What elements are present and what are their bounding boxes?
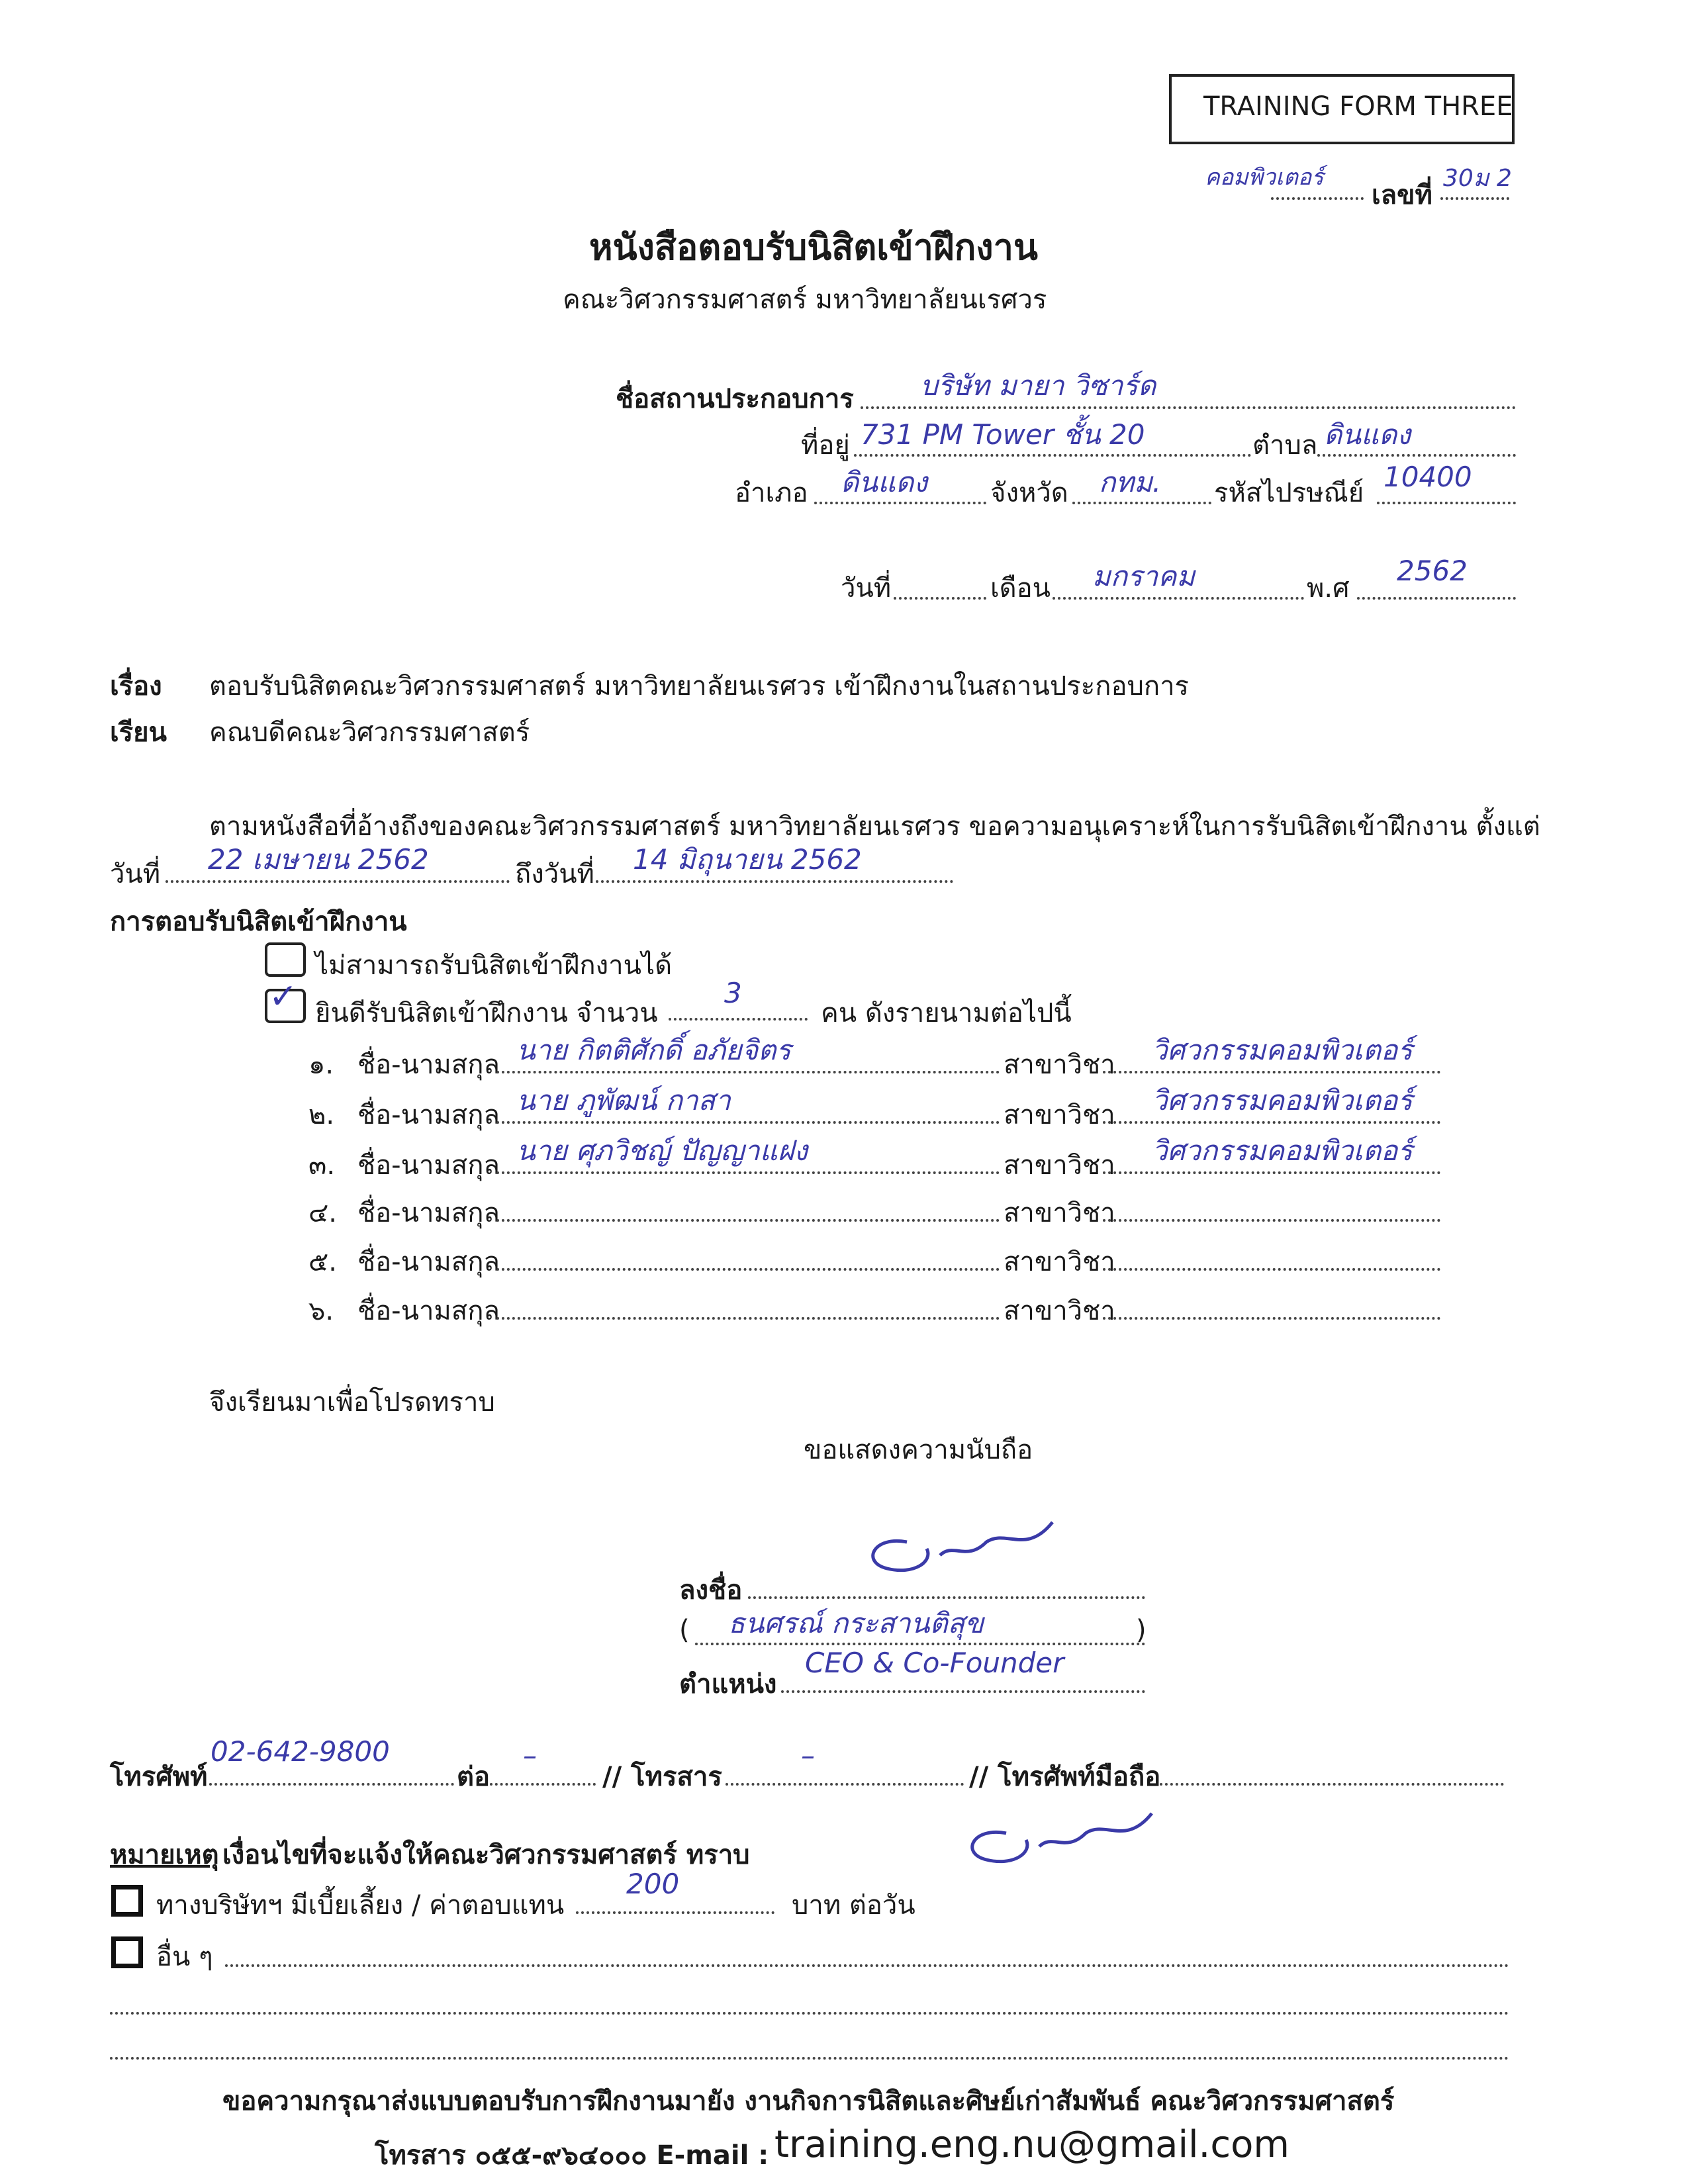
date-month-label: เดือน xyxy=(990,573,1051,604)
position-value: CEO & Co-Founder xyxy=(805,1647,1064,1679)
note-allowance-label: ทางบริษัทฯ มีเบี้ยเลี้ยง / ค่าตอบแทน xyxy=(156,1890,565,1921)
page-subtitle: คณะวิศวกรรมศาสตร์ มหาวิทยาลัยนเรศวร xyxy=(563,285,1047,315)
position-line xyxy=(781,1690,1145,1693)
reject-checkbox[interactable] xyxy=(265,942,306,977)
form-code: TRAINING FORM THREE xyxy=(1203,91,1513,122)
postal-value: 10400 xyxy=(1383,461,1472,493)
student-major-value: วิศวกรรมคอมพิวเตอร์ xyxy=(1152,1034,1413,1066)
footer-fax-label: โทรสาร ๐๕๕-๙๖๔๐๐๐ E-mail : xyxy=(375,2140,769,2171)
footer-email[interactable]: training.eng.nu@gmail.com xyxy=(774,2123,1289,2166)
note-other-line-3 xyxy=(110,2057,1509,2060)
period-to-label: ถึงวันที่ xyxy=(515,859,594,889)
period-to-line xyxy=(596,880,953,883)
student-name-line xyxy=(496,1171,1000,1174)
student-major-value: วิศวกรรมคอมพิวเตอร์ xyxy=(1152,1134,1413,1167)
fax-label: // โทรสาร xyxy=(602,1762,722,1792)
student-major-label: สาขาวิชา xyxy=(1004,1247,1115,1277)
subject-label: เรื่อง xyxy=(110,671,162,702)
student-major-label: สาขาวิชา xyxy=(1004,1198,1115,1228)
province-label: จังหวัด xyxy=(990,478,1068,508)
period-from-value: 22 เมษายน 2562 xyxy=(208,843,429,876)
district-label: อำเภอ xyxy=(735,478,808,508)
period-from-label: วันที่ xyxy=(110,859,161,889)
page-title: หนังสือตอบรับนิสิตเข้าฝึกงาน xyxy=(589,226,1038,268)
ref-dept-line xyxy=(1271,197,1364,200)
student-name-label: ชื่อ-นามสกุล xyxy=(357,1296,500,1326)
postal-line xyxy=(1377,502,1516,504)
date-month-value: มกราคม xyxy=(1092,560,1196,592)
student-num: ๕. xyxy=(308,1247,337,1277)
form-code-box xyxy=(1169,74,1515,144)
student-num: ๓. xyxy=(308,1150,336,1181)
footer-line: ขอความกรุณาส่งแบบตอบรับการฝึกงานมายัง งานกิจการนิสิตและศิษย์เก่าสัมพันธ์ คณะวิศวกรรมศาสตร์ xyxy=(222,2086,1395,2116)
note-other-line-1 xyxy=(225,1964,1509,1967)
signature-name-line xyxy=(695,1643,1145,1645)
student-name-line xyxy=(496,1121,1000,1124)
province-value: กทม. xyxy=(1099,466,1162,498)
ext-value: – xyxy=(523,1739,537,1772)
note-heading: หมายเหตุ xyxy=(110,1840,219,1870)
phone-label: โทรศัพท์ xyxy=(110,1762,208,1792)
address-line xyxy=(854,454,1251,457)
address-value: 731 PM Tower ชั้น 20 xyxy=(861,418,1145,451)
student-name-line xyxy=(496,1268,1000,1271)
to-label: เรียน xyxy=(110,717,167,748)
signature-open-paren: ( xyxy=(679,1615,690,1645)
closing-inform: จึงเรียนมาเพื่อโปรดทราบ xyxy=(209,1387,495,1418)
subdistrict-line xyxy=(1317,454,1516,457)
district-value: ดินแดง xyxy=(841,466,927,498)
student-name-value: นาย ศุภวิชญ์ ปัญญาแฝง xyxy=(516,1134,808,1167)
date-day-line xyxy=(894,597,986,600)
district-line xyxy=(814,502,986,504)
student-name-line xyxy=(496,1071,1000,1073)
signature-label: ลงชื่อ xyxy=(679,1575,743,1606)
company-name-line xyxy=(861,406,1516,409)
subject-text: ตอบรับนิสิตคณะวิศวกรรมศาสตร์ มหาวิทยาลัยนเรศวร เข้าฝึกงานในสถานประกอบการ xyxy=(209,671,1190,702)
note-allowance-suffix: บาท ต่อวัน xyxy=(792,1890,915,1921)
period-from-line xyxy=(165,880,510,883)
postal-label: รหัสไปรษณีย์ xyxy=(1214,478,1364,508)
student-major-line xyxy=(1103,1171,1440,1174)
accept-count-suffix: คน ดังรายนามต่อไปนี้ xyxy=(821,998,1072,1028)
signature-printed-name: ธนศรณ์ กระสานติสุข xyxy=(728,1607,984,1639)
mobile-label: // โทรศัพท์มือถือ xyxy=(969,1762,1161,1792)
student-name-label: ชื่อ-นามสกุล xyxy=(357,1150,500,1181)
student-major-line xyxy=(1103,1317,1440,1320)
phone-line xyxy=(209,1783,454,1786)
acceptance-heading: การตอบรับนิสิตเข้าฝึกงาน xyxy=(110,907,407,937)
subdistrict-label: ตำบล xyxy=(1252,430,1318,461)
accept-option-label: ยินดีรับนิสิตเข้าฝึกงาน จำนวน xyxy=(315,998,658,1028)
closing-regards: ขอแสดงความนับถือ xyxy=(804,1435,1033,1465)
period-to-value: 14 มิถุนายน 2562 xyxy=(633,843,862,876)
student-name-line xyxy=(496,1317,1000,1320)
subdistrict-value: ดินแดง xyxy=(1324,418,1411,451)
note-allowance-checkbox[interactable] xyxy=(111,1885,143,1917)
province-line xyxy=(1072,502,1211,504)
student-num: ๒. xyxy=(308,1100,335,1130)
student-name-value: นาย ภูพัฒน์ กาสา xyxy=(516,1084,731,1116)
student-major-label: สาขาวิชา xyxy=(1004,1050,1115,1080)
student-major-line xyxy=(1103,1071,1440,1073)
company-name-label: ชื่อสถานประกอบการ xyxy=(616,384,854,414)
company-name-value: บริษัท มายา วิซาร์ด xyxy=(920,369,1156,402)
mobile-line xyxy=(1160,1783,1504,1786)
ext-label: ต่อ xyxy=(457,1762,490,1792)
fax-value: – xyxy=(801,1739,815,1772)
student-num: ๔. xyxy=(308,1198,337,1228)
check-mark-icon: ✓ xyxy=(269,977,298,1017)
ref-number-line xyxy=(1440,197,1509,200)
student-num: ๑. xyxy=(308,1050,334,1080)
student-name-label: ชื่อ-นามสกุล xyxy=(357,1100,500,1130)
ref-dept: คอมพิวเตอร์ xyxy=(1205,164,1324,191)
student-major-value: วิศวกรรมคอมพิวเตอร์ xyxy=(1152,1084,1413,1116)
student-major-line xyxy=(1103,1268,1440,1271)
signature-close-paren: ) xyxy=(1136,1615,1147,1645)
phone-value: 02-642-9800 xyxy=(211,1735,390,1768)
date-year-line xyxy=(1357,597,1516,600)
ext-line xyxy=(490,1783,596,1786)
date-month-line xyxy=(1053,597,1304,600)
note-other-line-2 xyxy=(110,2012,1509,2015)
body-paragraph: ตามหนังสือที่อ้างถึงของคณะวิศวกรรมศาสตร์ มหาวิทยาลัยนเรศวร ขอความอนุเคราะห์ในการรับนิสิตเข้าฝึกงาน ตั้งแต่ xyxy=(209,811,1540,842)
signature-mark xyxy=(854,1516,1105,1602)
position-label: ตำแหน่ง xyxy=(679,1669,777,1700)
student-name-value: นาย กิตติศักดิ์ อภัยจิตร xyxy=(516,1034,791,1066)
student-name-line xyxy=(496,1219,1000,1222)
student-major-line xyxy=(1103,1219,1440,1222)
address-label: ที่อยู่ xyxy=(801,430,850,461)
note-signature-mark xyxy=(953,1807,1205,1886)
note-other-checkbox[interactable] xyxy=(111,1936,143,1968)
accept-count-value: 3 xyxy=(724,977,742,1009)
date-year-value: 2562 xyxy=(1397,555,1468,587)
student-major-label: สาขาวิชา xyxy=(1004,1150,1115,1181)
student-major-label: สาขาวิชา xyxy=(1004,1100,1115,1130)
accept-count-line xyxy=(669,1018,808,1021)
student-name-label: ชื่อ-นามสกุล xyxy=(357,1247,500,1277)
student-name-label: ชื่อ-นามสกุล xyxy=(357,1050,500,1080)
date-year-label: พ.ศ xyxy=(1307,573,1350,604)
student-name-label: ชื่อ-นามสกุล xyxy=(357,1198,500,1228)
student-major-label: สาขาวิชา xyxy=(1004,1296,1115,1326)
reject-option-label: ไม่สามารถรับนิสิตเข้าฝึกงานได้ xyxy=(315,950,673,981)
signature-line xyxy=(748,1596,1145,1599)
note-allowance-line xyxy=(576,1911,774,1914)
ref-number-label: เลขที่ xyxy=(1372,180,1432,210)
ref-number: 30ม 2 xyxy=(1443,165,1512,192)
date-day-label: วันที่ xyxy=(841,573,892,604)
note-other-label: อื่น ๆ xyxy=(156,1942,213,1972)
student-num: ๖. xyxy=(308,1296,334,1326)
student-major-line xyxy=(1103,1121,1440,1124)
note-heading-rest: เงื่อนไขที่จะแจ้งให้คณะวิศวกรรมศาสตร์ ทราบ xyxy=(222,1840,750,1870)
to-text: คณบดีคณะวิศวกรรมศาสตร์ xyxy=(209,717,530,748)
fax-line xyxy=(726,1783,964,1786)
note-allowance-value: 200 xyxy=(626,1868,680,1900)
